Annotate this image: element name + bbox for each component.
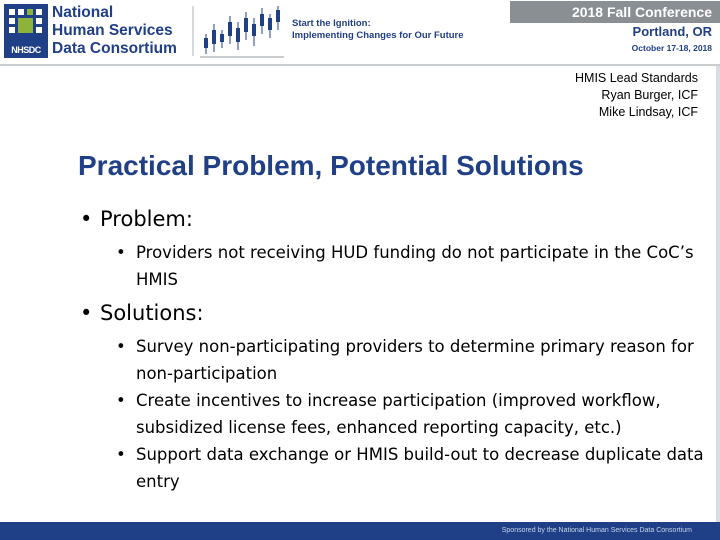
- logo-grid-icon: [7, 7, 45, 41]
- sub-bullet: • Create incentives to increase participation (improved workflow, subsidized license fees, enhanced reporting capacity, etc.): [78, 387, 718, 441]
- conference-title: 2018 Fall Conference: [510, 1, 720, 23]
- sub-bullet: • Support data exchange or HMIS build-out to decrease duplicate data entry: [78, 441, 718, 495]
- presenter-name: Ryan Burger, ICF: [601, 88, 698, 102]
- sub-bullet: • Providers not receiving HUD funding do not participate in the CoC’s HMIS: [78, 239, 718, 293]
- slide-title: Practical Problem, Potential Solutions: [78, 150, 584, 181]
- org-name-line: Data Consortium: [52, 40, 177, 57]
- presenters-heading: HMIS Lead Standards: [575, 71, 698, 85]
- bullet-problem: • Problem:: [78, 205, 718, 233]
- tagline-line: Implementing Changes for Our Future: [292, 30, 464, 41]
- org-name: [52, 4, 192, 58]
- conference-dates: October 17-18, 2018: [631, 43, 712, 53]
- sub-bullet: • Survey non-participating providers to determine primary reason for non-participation: [78, 333, 718, 387]
- bullet-solutions: • Solutions:: [78, 299, 718, 327]
- right-edge-strip: [716, 66, 720, 522]
- presenter-name: Mike Lindsay, ICF: [598, 105, 698, 119]
- org-name-line: Human Services: [52, 22, 173, 39]
- slide-body: [78, 205, 718, 495]
- conference-banner: [0, 0, 720, 66]
- candlestick-chart-icon: [200, 4, 284, 58]
- tagline-line: Start the Ignition:: [292, 18, 371, 29]
- logo-mark-text: NHSDC: [11, 45, 41, 55]
- banner-divider: [192, 6, 194, 56]
- conference-city: Portland, OR: [632, 24, 712, 39]
- nhsdc-logo: [4, 4, 48, 58]
- conference-tagline: [292, 18, 502, 42]
- footer-bar: [0, 522, 720, 540]
- sponsor-text: Sponsored by the National Human Services Data Consortium: [501, 527, 692, 534]
- org-name-line: National: [52, 4, 114, 21]
- presenters-block: [575, 70, 698, 121]
